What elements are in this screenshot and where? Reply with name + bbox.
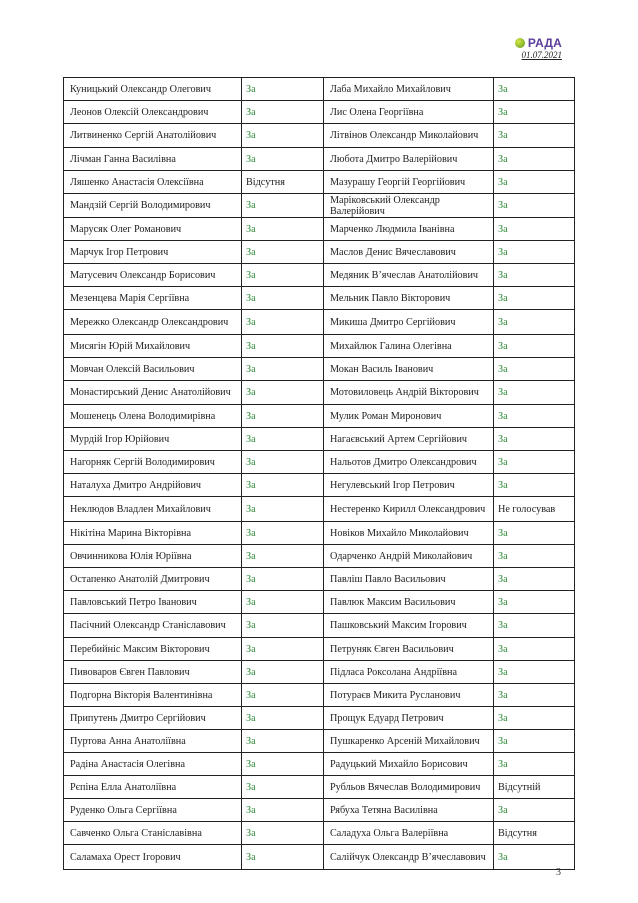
vote-result: За — [494, 474, 575, 497]
deputy-name: Саламаха Орест Ігорович — [64, 845, 242, 870]
deputy-name: Підласа Роксолана Андріївна — [324, 661, 494, 684]
table-row — [64, 614, 575, 638]
table-row — [64, 287, 575, 310]
table-row — [64, 822, 575, 845]
deputy-name: Лічман Ганна Василівна — [64, 148, 242, 171]
vote-result: За — [242, 799, 324, 822]
table-row — [64, 638, 575, 661]
vote-result: За — [494, 614, 575, 638]
document-date: 01.07.2021 — [521, 50, 562, 60]
table-row — [64, 101, 575, 124]
vote-result: За — [494, 78, 575, 101]
deputy-name: Павловський Петро Іванович — [64, 591, 242, 614]
table-row — [64, 730, 575, 753]
vote-result: За — [494, 405, 575, 428]
deputy-name: Пушкаренко Арсеній Михайлович — [324, 730, 494, 753]
vote-result: Не голосував — [494, 497, 575, 522]
deputy-name: Негулевський Ігор Петрович — [324, 474, 494, 497]
table-row — [64, 591, 575, 614]
deputy-name: Любота Дмитро Валерійович — [324, 148, 494, 171]
deputy-name: Нагорняк Сергій Володимирович — [64, 451, 242, 474]
deputy-name: Літвінов Олександр Миколайович — [324, 124, 494, 148]
table-row — [64, 148, 575, 171]
vote-result: За — [242, 753, 324, 776]
deputy-name: Пуртова Анна Анатоліївна — [64, 730, 242, 753]
deputy-name: Подгорна Вікторія Валентинівна — [64, 684, 242, 707]
vote-result: За — [494, 428, 575, 451]
vote-result: За — [494, 241, 575, 264]
deputy-name: Лис Олена Георгіївна — [324, 101, 494, 124]
deputy-name: Михайлюк Галина Олегівна — [324, 335, 494, 358]
deputy-name: Монастирський Денис Анатолійович — [64, 381, 242, 405]
vote-result: За — [242, 241, 324, 264]
deputy-name: Мазурашу Георгій Георгійович — [324, 171, 494, 194]
vote-result: За — [242, 451, 324, 474]
deputy-name: Марчук Ігор Петрович — [64, 241, 242, 264]
vote-result: За — [494, 707, 575, 730]
vote-result: За — [242, 845, 324, 870]
vote-result: За — [494, 171, 575, 194]
table-row — [64, 522, 575, 545]
deputy-name: Рябуха Тетяна Василівна — [324, 799, 494, 822]
deputy-name: Пивоваров Євген Павлович — [64, 661, 242, 684]
deputy-name: Руденко Ольга Сергіївна — [64, 799, 242, 822]
vote-result: За — [494, 310, 575, 335]
deputy-name: Литвиненко Сергій Анатолійович — [64, 124, 242, 148]
vote-result: За — [494, 799, 575, 822]
table-row — [64, 684, 575, 707]
deputy-name: Матусевич Олександр Борисович — [64, 264, 242, 287]
deputy-name: Нальотов Дмитро Олександрович — [324, 451, 494, 474]
deputy-name: Марченко Людмила Іванівна — [324, 218, 494, 241]
table-row — [64, 241, 575, 264]
table-row — [64, 218, 575, 241]
vote-result: За — [494, 661, 575, 684]
deputy-name: Радіна Анастасія Олегівна — [64, 753, 242, 776]
table-row — [64, 776, 575, 799]
deputy-name: Лаба Михайло Михайлович — [324, 78, 494, 101]
deputy-name: Мошенець Олена Володимирівна — [64, 405, 242, 428]
vote-result: За — [242, 358, 324, 381]
deputy-name: Савченко Ольга Станіславівна — [64, 822, 242, 845]
vote-result: За — [242, 707, 324, 730]
vote-result: За — [494, 124, 575, 148]
table-row — [64, 707, 575, 730]
vote-result: За — [494, 148, 575, 171]
deputy-name: Одарченко Андрій Миколайович — [324, 545, 494, 568]
deputy-name: Мокан Василь Іванович — [324, 358, 494, 381]
rada-logo — [515, 36, 562, 50]
deputy-name: Остапенко Анатолій Дмитрович — [64, 568, 242, 591]
vote-result: За — [494, 335, 575, 358]
table-row — [64, 451, 575, 474]
table-row — [64, 171, 575, 194]
vote-result: Відсутня — [242, 171, 324, 194]
deputy-name: Леонов Олексій Олександрович — [64, 101, 242, 124]
vote-result: За — [494, 568, 575, 591]
vote-result: За — [242, 264, 324, 287]
table-row — [64, 381, 575, 405]
deputy-name: Рубльов Вячеслав Володимирович — [324, 776, 494, 799]
deputy-name: Мурдій Ігор Юрійович — [64, 428, 242, 451]
deputy-name: Куницький Олександр Олегович — [64, 78, 242, 101]
deputy-name: Мотовиловець Андрій Вікторович — [324, 381, 494, 405]
deputy-name: Перебийніс Максим Вікторович — [64, 638, 242, 661]
vote-result: За — [242, 218, 324, 241]
deputy-name: Павлюк Максим Васильович — [324, 591, 494, 614]
deputy-name: Овчинникова Юлія Юріївна — [64, 545, 242, 568]
table-row — [64, 545, 575, 568]
table-row — [64, 310, 575, 335]
deputy-name: Нестеренко Кирилл Олександрович — [324, 497, 494, 522]
vote-result: За — [494, 638, 575, 661]
deputy-name: Мельник Павло Вікторович — [324, 287, 494, 310]
vote-result: За — [242, 335, 324, 358]
deputy-name: Маріковський Олександр Валерійович — [324, 194, 494, 218]
table-row — [64, 568, 575, 591]
deputy-name: Петруняк Євген Васильович — [324, 638, 494, 661]
vote-result: За — [494, 730, 575, 753]
vote-result: За — [494, 522, 575, 545]
table-row — [64, 358, 575, 381]
vote-result: За — [494, 845, 575, 870]
table-row — [64, 845, 575, 870]
page-number: 3 — [556, 867, 561, 878]
vote-result: За — [494, 218, 575, 241]
vote-result: За — [242, 78, 324, 101]
vote-result: За — [494, 591, 575, 614]
deputy-name: Марусяк Олег Романович — [64, 218, 242, 241]
deputy-name: Саладуха Ольга Валеріївна — [324, 822, 494, 845]
vote-result: За — [242, 545, 324, 568]
deputy-name: Нікітіна Марина Вікторівна — [64, 522, 242, 545]
deputy-name: Пасічний Олександр Станіславович — [64, 614, 242, 638]
vote-result: За — [494, 753, 575, 776]
vote-result: За — [242, 474, 324, 497]
deputy-name: Микиша Дмитро Сергійович — [324, 310, 494, 335]
vote-result: За — [242, 428, 324, 451]
vote-result: За — [494, 545, 575, 568]
vote-result: За — [242, 101, 324, 124]
deputy-name: Мандзій Сергій Володимирович — [64, 194, 242, 218]
deputy-name: Медяник В’ячеслав Анатолійович — [324, 264, 494, 287]
deputy-name: Нагаєвський Артем Сергійович — [324, 428, 494, 451]
vote-result: За — [242, 684, 324, 707]
table-row — [64, 474, 575, 497]
vote-result: За — [494, 358, 575, 381]
vote-result: Відсутній — [494, 776, 575, 799]
deputy-name: Мисягін Юрій Михайлович — [64, 335, 242, 358]
vote-result: За — [242, 638, 324, 661]
vote-result: За — [242, 522, 324, 545]
vote-result: За — [242, 381, 324, 405]
table-row — [64, 124, 575, 148]
vote-result: За — [242, 591, 324, 614]
vote-result: За — [242, 776, 324, 799]
deputy-name: Пашковський Максим Ігорович — [324, 614, 494, 638]
vote-result: За — [242, 568, 324, 591]
deputy-name: Припутень Дмитро Сергійович — [64, 707, 242, 730]
vote-result: За — [242, 661, 324, 684]
vote-result: За — [242, 194, 324, 218]
table-row — [64, 335, 575, 358]
logo-globe-icon — [515, 38, 525, 48]
vote-result: За — [242, 148, 324, 171]
vote-result: За — [494, 194, 575, 218]
vote-result: За — [494, 381, 575, 405]
deputy-name: Новіков Михайло Миколайович — [324, 522, 494, 545]
deputy-name: Наталуха Дмитро Андрійович — [64, 474, 242, 497]
vote-result: За — [242, 310, 324, 335]
deputy-name: Потураєв Микита Русланович — [324, 684, 494, 707]
logo-text: РАДА — [527, 36, 562, 50]
deputy-name: Рєпіна Елла Анатоліївна — [64, 776, 242, 799]
vote-result: За — [494, 684, 575, 707]
table-row — [64, 661, 575, 684]
vote-result: За — [242, 405, 324, 428]
table-row — [64, 799, 575, 822]
vote-result: За — [242, 497, 324, 522]
deputy-name: Мовчан Олексій Васильович — [64, 358, 242, 381]
table-row — [64, 428, 575, 451]
vote-result: За — [242, 730, 324, 753]
table-row — [64, 194, 575, 218]
deputy-name: Мулик Роман Миронович — [324, 405, 494, 428]
vote-result: За — [242, 822, 324, 845]
deputy-name: Неклюдов Владлен Михайлович — [64, 497, 242, 522]
table-row — [64, 405, 575, 428]
vote-result: За — [242, 614, 324, 638]
table-row — [64, 78, 575, 101]
deputy-name: Прощук Едуард Петрович — [324, 707, 494, 730]
deputy-name: Павліш Павло Васильович — [324, 568, 494, 591]
vote-result: За — [242, 287, 324, 310]
deputy-name: Салійчук Олександр В’ячеславович — [324, 845, 494, 870]
table-row — [64, 497, 575, 522]
deputy-name: Мезенцева Марія Сергіївна — [64, 287, 242, 310]
vote-result: За — [494, 101, 575, 124]
vote-results-table — [63, 77, 575, 870]
vote-result: За — [494, 451, 575, 474]
deputy-name: Мережко Олександр Олександрович — [64, 310, 242, 335]
deputy-name: Ляшенко Анастасія Олексіївна — [64, 171, 242, 194]
vote-result: Відсутня — [494, 822, 575, 845]
table-row — [64, 264, 575, 287]
vote-result: За — [494, 264, 575, 287]
vote-result: За — [494, 287, 575, 310]
deputy-name: Маслов Денис Вячеславович — [324, 241, 494, 264]
deputy-name: Радуцький Михайло Борисович — [324, 753, 494, 776]
page-header — [515, 36, 562, 60]
table-row — [64, 753, 575, 776]
vote-result: За — [242, 124, 324, 148]
